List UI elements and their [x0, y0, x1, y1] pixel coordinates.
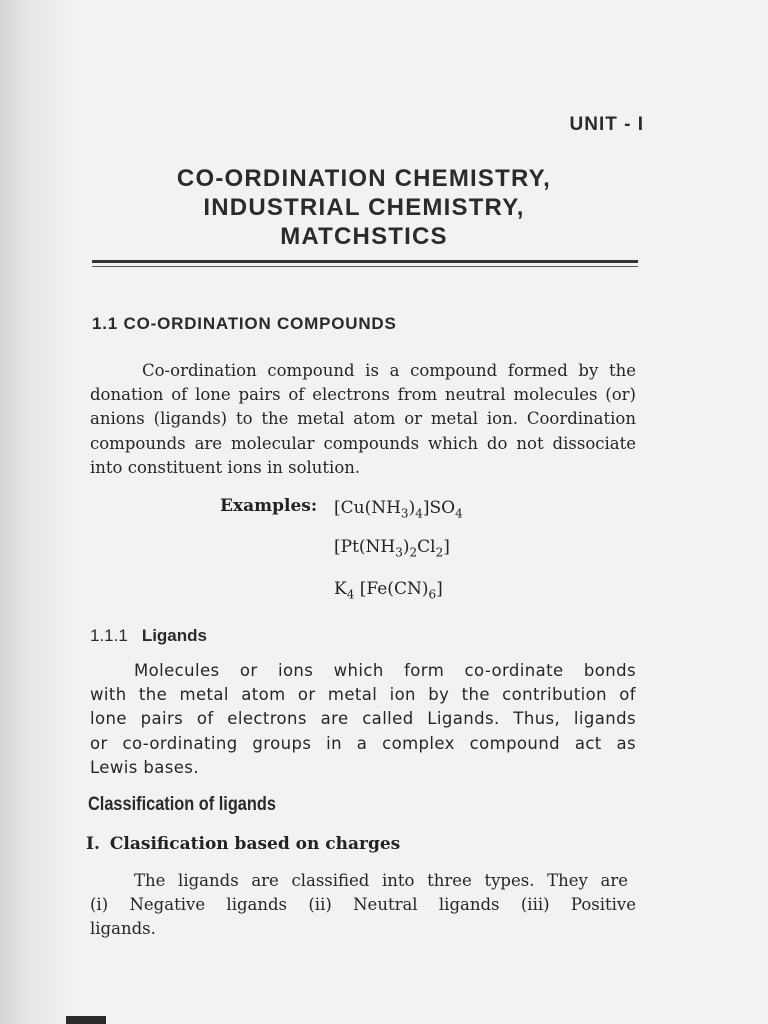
- section-heading-1-1: 1.1 CO-ORDINATION COMPOUNDS: [92, 314, 397, 333]
- paragraph-line: ligands.: [90, 919, 156, 939]
- section-number: 1.1.1: [90, 626, 128, 645]
- section-heading-1-1-1: [90, 626, 207, 646]
- formula-text: Cl: [417, 537, 436, 557]
- paragraph-line: (i) Negative ligands (ii) Neutral ligands (iii) Positive: [90, 895, 636, 915]
- paragraph-line: with the metal atom or metal ion by the contribution of: [90, 685, 636, 705]
- paragraph-line: Lewis bases.: [90, 757, 199, 777]
- formula-text: ]SO: [422, 498, 456, 518]
- title-divider-thick: [92, 260, 638, 263]
- formula-subscript: 2: [435, 545, 444, 560]
- chapter-title-line-2: INDUSTRIAL CHEMISTRY,: [203, 194, 525, 221]
- formula-subscript: 4: [346, 587, 355, 602]
- example-formula-3: [334, 579, 443, 601]
- ligands-paragraph: [90, 659, 636, 780]
- formula-subscript: 6: [428, 587, 437, 602]
- paragraph-line: or co-ordinating groups in a complex compound act as: [90, 733, 636, 753]
- paragraph-line: Molecules or ions which form co-ordinate bonds: [134, 661, 636, 680]
- section-title: Ligands: [141, 626, 207, 645]
- paragraph-line: donation of lone pairs of electrons from neutral molecules (or): [90, 385, 636, 405]
- formula-subscript: 3: [400, 506, 409, 521]
- formula-text: ): [408, 498, 416, 518]
- classification-heading: Classification of ligands: [88, 794, 276, 815]
- paragraph-line: anions (ligands) to the metal atom or metal ion. Coordination: [90, 409, 636, 429]
- formula-text: [Fe(CN): [354, 579, 429, 599]
- formula-text: ): [402, 537, 410, 557]
- examples-label: Examples:: [220, 496, 318, 516]
- classification-paragraph: [90, 869, 636, 942]
- paragraph-line: The ligands are classified into three types. They are: [134, 871, 628, 890]
- classification-subheading: [86, 834, 400, 854]
- formula-subscript: 4: [415, 506, 423, 521]
- example-formula-1: [334, 498, 463, 520]
- formula-text: ]: [443, 537, 450, 557]
- unit-label: UNIT - I: [569, 114, 644, 135]
- formula-subscript: 2: [409, 545, 418, 560]
- subheading-number: I.: [86, 834, 100, 854]
- paragraph-line: compounds are molecular compounds which do not dissociate: [90, 433, 636, 453]
- formula-text: [Cu(NH: [334, 498, 401, 518]
- formula-text: [Pt(NH: [334, 537, 396, 557]
- page-edge-mark: [66, 1016, 106, 1024]
- paragraph-line: lone pairs of electrons are called Ligands. Thus, ligands: [90, 709, 636, 729]
- chapter-title-line-3: MATCHSTICS: [280, 223, 448, 250]
- chapter-title: [90, 164, 638, 251]
- page-gutter-shadow: [0, 0, 72, 1024]
- formula-text: K: [334, 579, 347, 599]
- paragraph-line: Co-ordination compound is a compound formed by the: [142, 361, 636, 380]
- section-1-1-paragraph: [90, 359, 636, 480]
- paragraph-line: into constituent ions in solution.: [90, 457, 361, 477]
- formula-text: ]: [436, 579, 443, 599]
- title-divider-thin: [92, 266, 638, 267]
- formula-subscript: 4: [455, 506, 463, 521]
- example-formula-2: [334, 537, 450, 559]
- chapter-title-line-1: CO-ORDINATION CHEMISTRY,: [176, 165, 552, 192]
- subheading-title: Clasification based on charges: [109, 834, 401, 854]
- formula-subscript: 3: [395, 545, 403, 560]
